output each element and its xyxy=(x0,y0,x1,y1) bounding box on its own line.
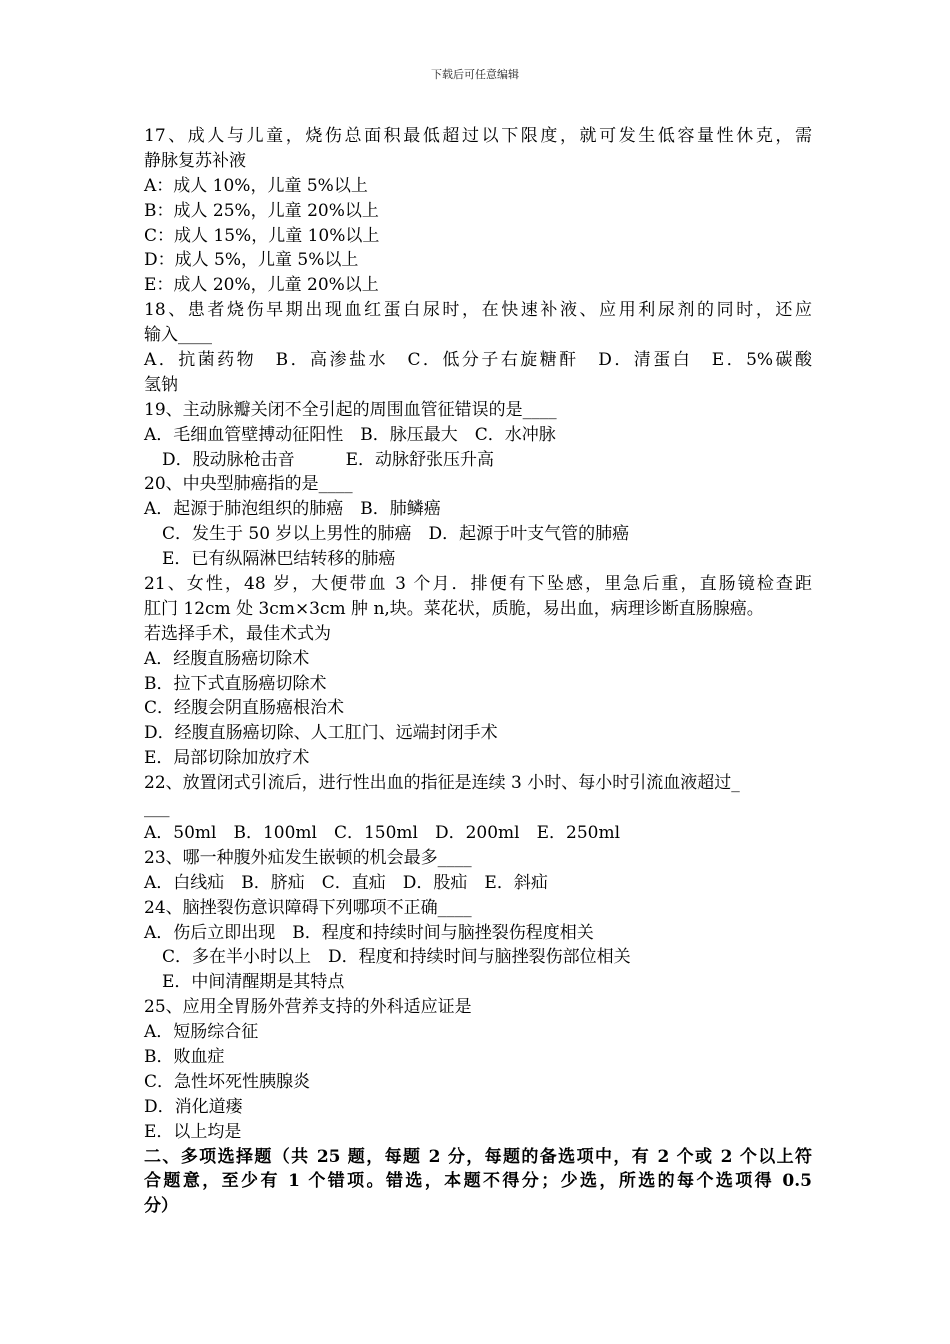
text-line: D．消化道瘘 xyxy=(144,1096,243,1117)
text-line: 23、哪一种腹外疝发生嵌顿的机会最多____ xyxy=(144,847,472,868)
text-line: 25、应用全胃肠外营养支持的外科适应证是 xyxy=(144,997,472,1018)
text-line: E．中间清醒期是其特点 xyxy=(162,972,345,993)
text-line: C．发生于 50 岁以上男性的肺癌 D．起源于叶支气管的肺癌 xyxy=(162,524,630,545)
text-line: D．经腹直肠癌切除、人工肛门、远端封闭手术 xyxy=(144,723,498,744)
text-line: A．毛细血管壁搏动征阳性 B．脉压最大 C．水冲脉 xyxy=(144,424,556,445)
text-line: E．局部切除加放疗术 xyxy=(144,748,310,769)
text-line: 21、女性，48 岁，大便带血 3 个月．排便有下坠感，里急后重，直肠镜检查距 xyxy=(144,574,812,595)
text-line: A：成人 10%，儿童 5%以上 xyxy=(144,175,368,196)
text-line: 若选择手术，最佳术式为 xyxy=(144,623,331,644)
text-line: A．起源于肺泡组织的肺癌 B．肺鳞癌 xyxy=(144,499,441,520)
text-line: ___ xyxy=(144,798,170,819)
text-line: B：成人 25%，儿童 20%以上 xyxy=(144,200,379,221)
text-line: A．短肠综合征 xyxy=(144,1022,259,1043)
text-line: B．败血症 xyxy=(144,1046,225,1067)
text-line: C．急性坏死性胰腺炎 xyxy=(144,1071,311,1092)
text-line: C．多在半小时以上 D．程度和持续时间与脑挫裂伤部位相关 xyxy=(162,947,631,968)
text-line: 氢钠 xyxy=(144,374,178,395)
text-line: E．已有纵隔淋巴结转移的肺癌 xyxy=(162,549,396,570)
text-line: 18、患者烧伤早期出现血红蛋白尿时，在快速补液、应用利尿剂的同时，还应 xyxy=(144,300,812,321)
text-line: A．经腹直肠癌切除术 xyxy=(144,648,310,669)
text-line: E：成人 20%，儿童 20%以上 xyxy=(144,275,379,296)
text-line: C：成人 15%，儿童 10%以上 xyxy=(144,225,380,246)
text-line: E．以上均是 xyxy=(144,1121,242,1142)
section-heading-line: 二、多项选择题（共 25 题，每题 2 分，每题的备选项中，有 2 个或 2 个以上符 xyxy=(144,1146,812,1167)
section-heading-line: 合题意，至少有 1 个错项。错选，本题不得分；少选，所选的每个选项得 0.5 xyxy=(144,1171,812,1192)
text-line: 22、放置闭式引流后，进行性出血的指征是连续 3 小时、每小时引流血液超过_ xyxy=(144,773,740,794)
text-line: 20、中央型肺癌指的是____ xyxy=(144,474,353,495)
text-line: 输入____ xyxy=(144,325,212,346)
text-line: 17、成人与儿童，烧伤总面积最低超过以下限度，就可发生低容量性休克，需 xyxy=(144,126,812,146)
text-line: C．经腹会阴直肠癌根治术 xyxy=(144,698,345,719)
page-header: 下载后可任意编辑 xyxy=(431,68,519,81)
text-line: D．股动脉枪击音 E．动脉舒张压升高 xyxy=(162,449,495,470)
text-line: A．伤后立即出现 B．程度和持续时间与脑挫裂伤程度相关 xyxy=(144,922,594,943)
text-line: 静脉复苏补液 xyxy=(144,150,246,171)
text-line: D：成人 5%，儿童 5%以上 xyxy=(144,250,359,271)
text-line: B．拉下式直肠癌切除术 xyxy=(144,673,327,694)
text-line: A．抗菌药物 B．高渗盐水 C．低分子右旋糖酐 D．清蛋白 E．5%碳酸 xyxy=(144,350,812,371)
text-line: A．50ml B．100ml C．150ml D．200ml E．250ml xyxy=(144,822,621,843)
text-line: 19、主动脉瓣关闭不全引起的周围血管征错误的是____ xyxy=(144,399,557,420)
text-line: A．白线疝 B．脐疝 C．直疝 D．股疝 E．斜疝 xyxy=(144,872,548,893)
document-body xyxy=(144,124,812,1219)
text-line: 24、脑挫裂伤意识障碍下列哪项不正确____ xyxy=(144,897,472,918)
text-line: 肛门 12cm 处 3cm×3cm 肿 n,块。菜花状，质脆，易出血，病理诊断直肠腺癌。 xyxy=(144,598,764,619)
section-heading-line: 分） xyxy=(144,1196,178,1217)
